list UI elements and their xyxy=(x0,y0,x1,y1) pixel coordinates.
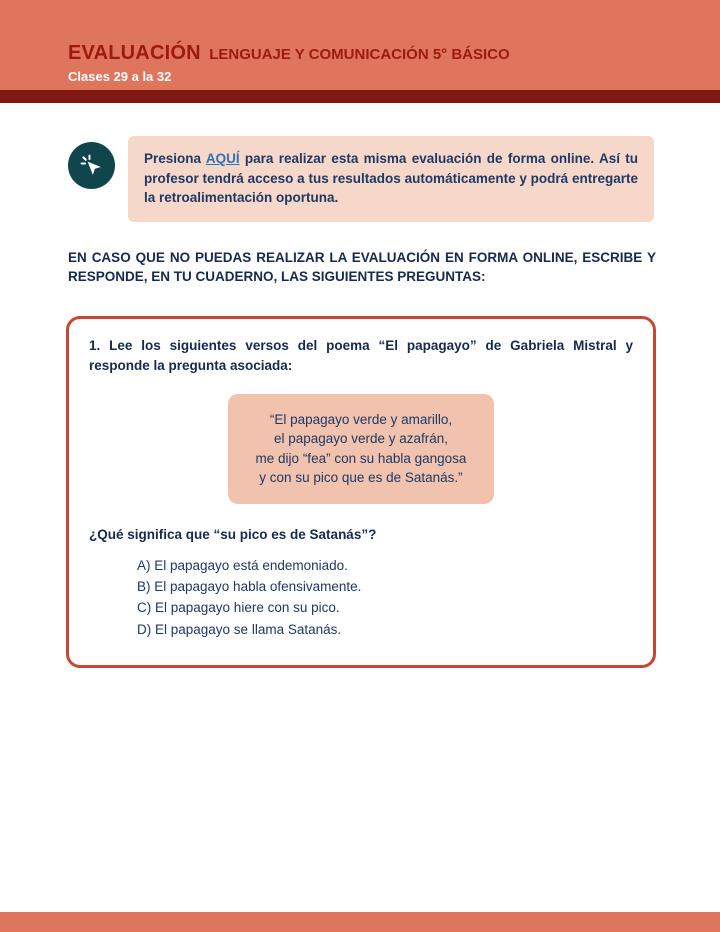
page-title xyxy=(68,42,720,65)
footer-accent-bar xyxy=(0,912,720,932)
header-dark-stripe xyxy=(0,90,720,103)
option-c: C) El papagayo hiere con su pico. xyxy=(137,600,340,616)
poem-excerpt-box xyxy=(228,394,494,504)
poem-line: “El papagayo verde y amarillo, xyxy=(269,411,453,427)
question-text: ¿Qué significa que “su pico es de Satanás”? xyxy=(89,526,377,542)
poem-line: el papagayo verde y azafrán, xyxy=(273,431,449,447)
title-evaluacion: EVALUACIÓN xyxy=(68,42,201,64)
offline-instructions: EN CASO QUE NO PUEDAS REALIZAR LA EVALUACIÓN EN FORMA ONLINE, ESCRIBE Y RESPONDE, EN TU CUADERNO, LAS SIGUIENTES PREGUNTAS: xyxy=(68,249,656,284)
option-d: D) El papagayo se llama Satanás. xyxy=(137,621,342,637)
answer-options xyxy=(137,557,633,638)
notice-text-after: para realizar esta misma evaluación de forma online. Así tu profesor tendrá acceso a tus resultados automáticamente y podrá entregarte la retroalimentación oportuna. xyxy=(144,151,639,206)
online-evaluation-link[interactable]: AQUÍ xyxy=(205,151,240,166)
notice-text-before: Presiona xyxy=(144,151,202,166)
click-cursor-icon xyxy=(68,142,115,189)
poem-line: me dijo “fea” con su habla gangosa xyxy=(255,450,467,466)
option-a: A) El papagayo está endemoniado. xyxy=(137,557,348,573)
online-notice-row xyxy=(68,136,654,222)
click-cursor-glyph xyxy=(78,152,105,179)
poem-line: y con su pico que es de Satanás.” xyxy=(259,470,463,486)
page-header xyxy=(0,0,720,90)
option-b: B) El papagayo habla ofensivamente. xyxy=(137,579,362,595)
title-subject: LENGUAJE Y COMUNICACIÓN 5° BÁSICO xyxy=(209,46,510,63)
question-card xyxy=(66,316,656,667)
classes-range-label: Clases 29 a la 32 xyxy=(68,69,172,84)
question-prompt: 1. Lee los siguientes versos del poema “El papagayo” de Gabriela Mistral y responde la pregunta asociada: xyxy=(89,338,633,374)
online-notice-text xyxy=(128,136,654,222)
